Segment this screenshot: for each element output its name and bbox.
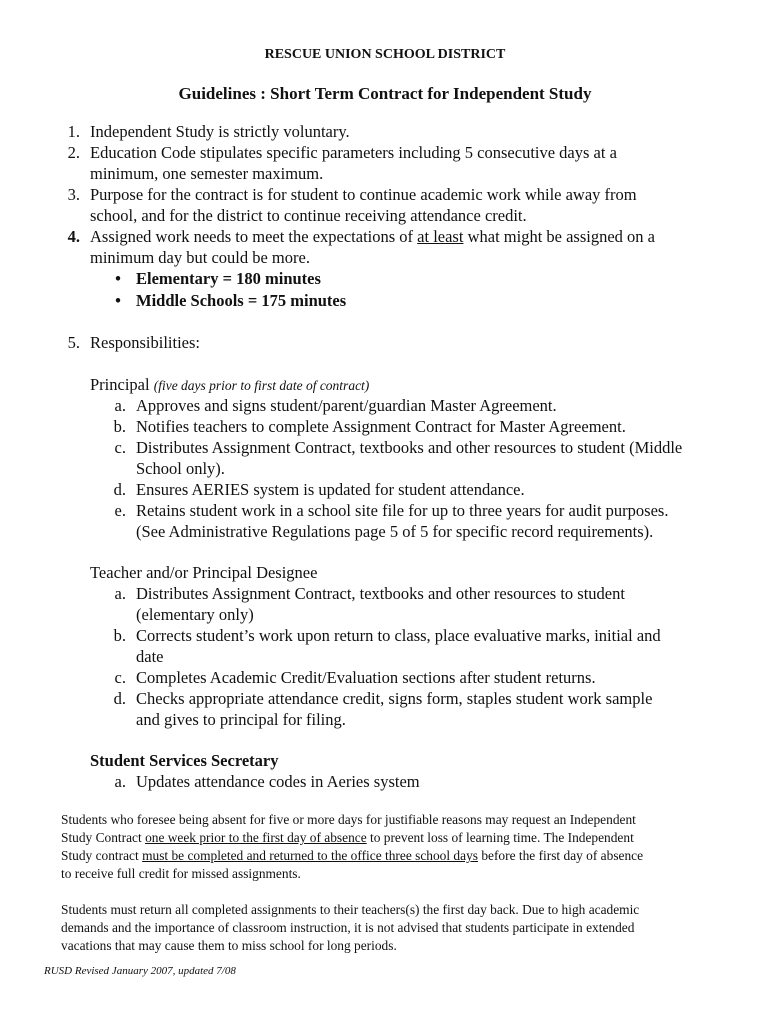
underlined-phrase: at least (417, 227, 464, 246)
item-text: Notifies teachers to complete Assignment Contract for Master Agreement. (136, 417, 626, 436)
item-letter: e. (114, 501, 126, 520)
paragraph-line: Study contract must be completed and returned to the office three school days before the first day of absence (61, 848, 644, 863)
item-number: 5. (67, 333, 80, 352)
item-letter: a. (114, 396, 126, 415)
item-text-continued: date (136, 647, 164, 666)
item-text: Completes Academic Credit/Evaluation sections after student returns. (136, 668, 596, 687)
item-letter: a. (114, 772, 126, 791)
item-letter: a. (114, 584, 126, 603)
item-text: Updates attendance codes in Aeries system (136, 772, 420, 791)
item-number: 1. (67, 122, 80, 141)
notice-paragraph-1 (61, 811, 643, 883)
item-text-continued: and gives to principal for filing. (136, 710, 346, 729)
item-text: Independent Study is strictly voluntary. (90, 122, 350, 141)
item-text: Responsibilities: (90, 333, 201, 352)
item-text-continued: (elementary only) (136, 605, 254, 624)
item-text: Distributes Assignment Contract, textbooks and other resources to student (Middle (136, 438, 683, 457)
principal-note: (five days prior to first date of contract) (153, 378, 370, 393)
item-text: Purpose for the contract is for student to continue academic work while away from (90, 185, 637, 204)
item-text: Assigned work needs to meet the expectations of at least what might be assigned on a (90, 227, 655, 246)
item-letter: b. (113, 417, 126, 436)
document-title: Guidelines : Short Term Contract for Independent Study (178, 84, 592, 103)
district-name: RESCUE UNION SCHOOL DISTRICT (264, 47, 506, 62)
item-text: Retains student work in a school site file for up to three years for audit purposes. (136, 501, 669, 520)
item-letter: c. (114, 668, 126, 687)
item-text-continued: minimum day but could be more. (90, 248, 310, 267)
paragraph-line: Students must return all completed assignments to their teachers(s) the first day back. Due to high academic (61, 902, 640, 917)
item-text-continued: school, and for the district to continue receiving attendance credit. (90, 206, 527, 225)
item-text-continued: School only). (136, 459, 225, 478)
bullet-icon: • (115, 291, 121, 310)
item-number: 2. (67, 143, 80, 162)
revision-footer: RUSD Revised January 2007, updated 7/08 (44, 965, 236, 977)
item-letter: b. (113, 626, 126, 645)
item-text: Corrects student’s work upon return to class, place evaluative marks, initial and (136, 626, 661, 645)
underlined-phrase: must be completed and returned to the office three school days (142, 848, 478, 863)
paragraph-line: Students who foresee being absent for five or more days for justifiable reasons may request an Independent (61, 812, 636, 827)
bullet-icon: • (115, 269, 121, 288)
item-text: Approves and signs student/parent/guardian Master Agreement. (136, 396, 557, 415)
item-number: 3. (67, 185, 80, 204)
underlined-phrase: one week prior to the first day of absence (145, 830, 367, 845)
item-text-continued: (See Administrative Regulations page 5 of 5 for specific record requirements). (136, 522, 654, 541)
item-text-continued: minimum, one semester maximum. (90, 164, 324, 183)
principal-heading: Principal (five days prior to first date of contract) (90, 375, 370, 394)
secretary-heading: Student Services Secretary (90, 751, 279, 770)
bullet-text: Elementary = 180 minutes (136, 269, 321, 288)
teacher-heading: Teacher and/or Principal Designee (90, 563, 318, 582)
paragraph-line: demands and the importance of classroom instruction, it is not advised that students participate in extended (61, 920, 635, 935)
item-letter: d. (113, 689, 126, 708)
item-number: 4. (67, 227, 80, 246)
bullet-text: Middle Schools = 175 minutes (136, 291, 347, 310)
item-text: Checks appropriate attendance credit, signs form, staples student work sample (136, 689, 653, 708)
paragraph-line: vacations that may cause them to miss school for long periods. (61, 938, 397, 953)
item-letter: c. (114, 438, 126, 457)
notice-paragraph-2 (61, 901, 639, 955)
item-letter: d. (113, 480, 126, 499)
item-text: Education Code stipulates specific parameters including 5 consecutive days at a (90, 143, 617, 162)
item-text: Ensures AERIES system is updated for student attendance. (136, 480, 525, 499)
item-text: Distributes Assignment Contract, textbooks and other resources to student (136, 584, 625, 603)
paragraph-line: to receive full credit for missed assignments. (61, 866, 301, 881)
paragraph-line: Study Contract one week prior to the first day of absence to prevent loss of learning time. The Independent (61, 830, 634, 845)
